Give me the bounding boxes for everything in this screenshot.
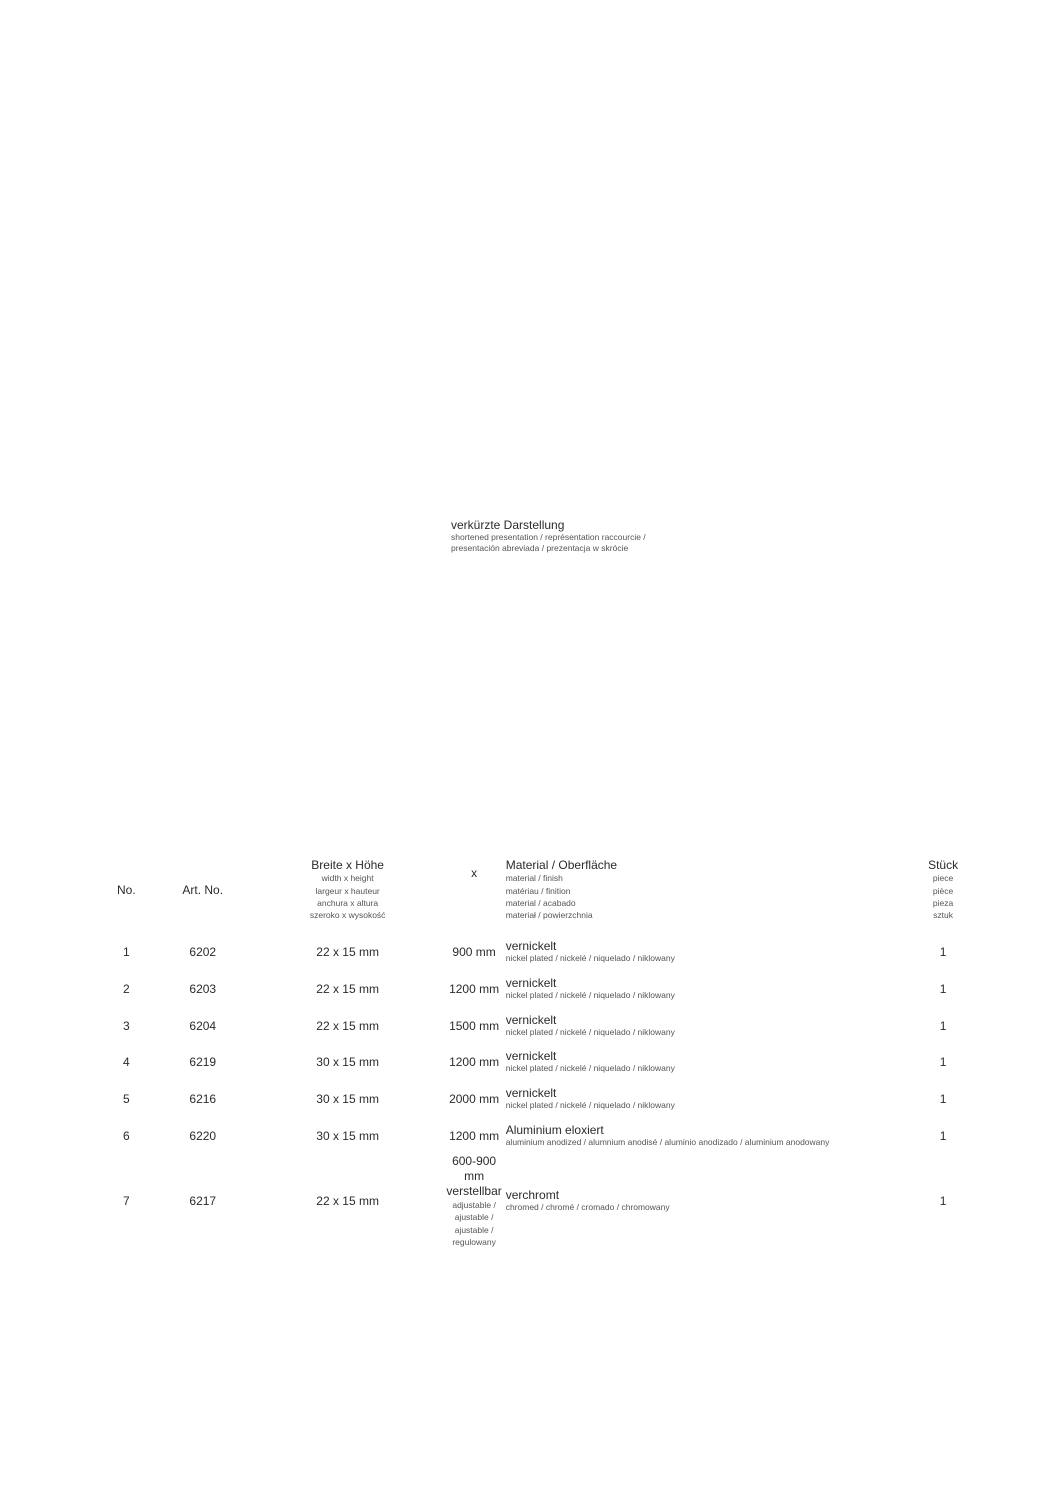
cell-pieces: 1 [939, 1092, 947, 1107]
cell-no: 7 [123, 1194, 130, 1209]
material-name: vernickelt [505, 939, 557, 954]
header-pieces-title: Stück [928, 858, 959, 873]
cell-dimensions: 30 x 15 mm [316, 1055, 379, 1070]
cell-pieces: 1 [939, 1055, 947, 1070]
material-translations: chromed / chromé / cromado / chromowany [505, 1202, 670, 1213]
cell-art-no: 6219 [189, 1055, 217, 1070]
material-name: vernickelt [505, 1012, 557, 1027]
header-no-label: No. [117, 883, 136, 897]
caption-title: verkürzte Darstellung [451, 518, 565, 532]
header-art-no-label: Art. No. [182, 883, 224, 897]
header-dimensions-sub: szeroko x wysokość [309, 910, 386, 921]
cell-material [506, 971, 906, 1008]
table-row [100, 971, 980, 1008]
cell-material [506, 1154, 906, 1248]
header-material [506, 846, 906, 934]
length-adjustable-label: verstellbar [446, 1184, 502, 1199]
cell-length: 1200 mm [449, 1128, 500, 1143]
material-name: Aluminium eloxiert [505, 1122, 604, 1137]
cell-art-no: 6216 [189, 1092, 217, 1107]
cell-material [506, 934, 906, 971]
length-adjustable-translations: ajustable / regulowany [452, 1224, 496, 1248]
header-pieces-sub: pieza [932, 898, 954, 908]
cell-length: 2000 mm [449, 1092, 500, 1107]
material-name: verchromt [505, 1188, 560, 1203]
table-row [100, 1044, 980, 1081]
material-translations: nickel plated / nickelé / niquelado / niklowany [505, 1063, 675, 1074]
table-row [100, 1154, 980, 1248]
header-material-sub: material / finish [505, 873, 563, 884]
cell-material [506, 1081, 906, 1118]
header-dimensions-sub: anchura x altura [317, 898, 379, 908]
cell-no: 1 [123, 945, 130, 960]
cell-dimensions: 22 x 15 mm [316, 982, 379, 997]
cell-no: 4 [123, 1055, 130, 1070]
cell-length: 1200 mm [449, 1055, 500, 1070]
table-row [100, 1007, 980, 1044]
material-name: vernickelt [505, 1049, 557, 1064]
header-material-sub: matériau / finition [505, 885, 571, 896]
cell-length: 1500 mm [449, 1018, 500, 1033]
cell-art-no: 6203 [189, 982, 217, 997]
cell-dimensions: 22 x 15 mm [316, 1018, 379, 1033]
cell-dimensions: 30 x 15 mm [316, 1092, 379, 1107]
header-pieces-sub: piece [932, 873, 954, 884]
cell-no: 6 [123, 1128, 130, 1143]
material-translations: aluminium anodized / alumnium anodisé / aluminio anodizado / aluminium anodowany [505, 1136, 830, 1147]
cell-material [506, 1044, 906, 1081]
header-dimensions [253, 846, 443, 934]
header-length [442, 846, 505, 934]
material-translations: nickel plated / nickelé / niquelado / niklowany [505, 990, 675, 1001]
caption-subtitle-2: presentación abreviada / prezentacja w skrócie [451, 543, 629, 553]
cell-material [506, 1117, 906, 1154]
material-translations: nickel plated / nickelé / niquelado / niklowany [505, 953, 675, 964]
table-row [100, 1117, 980, 1154]
cell-length: 1200 mm [449, 982, 500, 997]
cell-dimensions: 22 x 15 mm [316, 945, 379, 960]
table-row [100, 934, 980, 971]
cell-art-no: 6217 [189, 1194, 217, 1209]
material-translations: nickel plated / nickelé / niquelado / niklowany [505, 1100, 675, 1111]
header-pieces-sub: sztuk [933, 910, 953, 921]
cell-no: 2 [123, 982, 130, 997]
header-art-no [153, 846, 253, 934]
header-pieces [906, 846, 980, 934]
header-pieces-sub: pièce [932, 885, 954, 896]
presentation-caption [451, 518, 646, 554]
caption-subtitle-1: shortened presentation / représentation raccourcie / [451, 532, 646, 542]
header-material-sub: material / acabado [505, 898, 576, 908]
cell-pieces: 1 [939, 945, 947, 960]
table-row [100, 1081, 980, 1118]
cell-no: 5 [123, 1092, 130, 1107]
parts-table [100, 846, 980, 1248]
header-material-sub: materiał / powierzchnia [505, 910, 593, 921]
cell-dimensions: 22 x 15 mm [316, 1194, 379, 1209]
cell-pieces: 1 [939, 1018, 947, 1033]
length-range: 600-900 mm [452, 1154, 497, 1184]
cell-length: 900 mm [452, 945, 496, 960]
table-header-row [100, 846, 980, 934]
material-name: vernickelt [505, 1086, 557, 1101]
cell-art-no: 6202 [189, 945, 217, 960]
cell-pieces: 1 [939, 982, 947, 997]
header-no [100, 846, 153, 934]
cell-pieces: 1 [939, 1128, 947, 1143]
cell-art-no: 6204 [189, 1018, 217, 1033]
cell-pieces: 1 [939, 1194, 947, 1209]
cell-material [506, 1007, 906, 1044]
header-dimensions-sub: width x height [321, 873, 374, 884]
cell-dimensions: 30 x 15 mm [316, 1128, 379, 1143]
material-name: vernickelt [505, 976, 557, 991]
header-material-title: Material / Oberfläche [505, 858, 618, 873]
header-length-label: x [471, 866, 478, 880]
cell-art-no: 6220 [189, 1128, 217, 1143]
header-dimensions-title: Breite x Höhe [311, 858, 384, 873]
header-dimensions-sub: largeur x hauteur [315, 885, 380, 896]
length-adjustable-translations: adjustable / ajustable / [452, 1200, 496, 1223]
cell-length-adjustable [442, 1154, 505, 1248]
cell-no: 3 [123, 1018, 130, 1033]
material-translations: nickel plated / nickelé / niquelado / niklowany [505, 1026, 675, 1037]
